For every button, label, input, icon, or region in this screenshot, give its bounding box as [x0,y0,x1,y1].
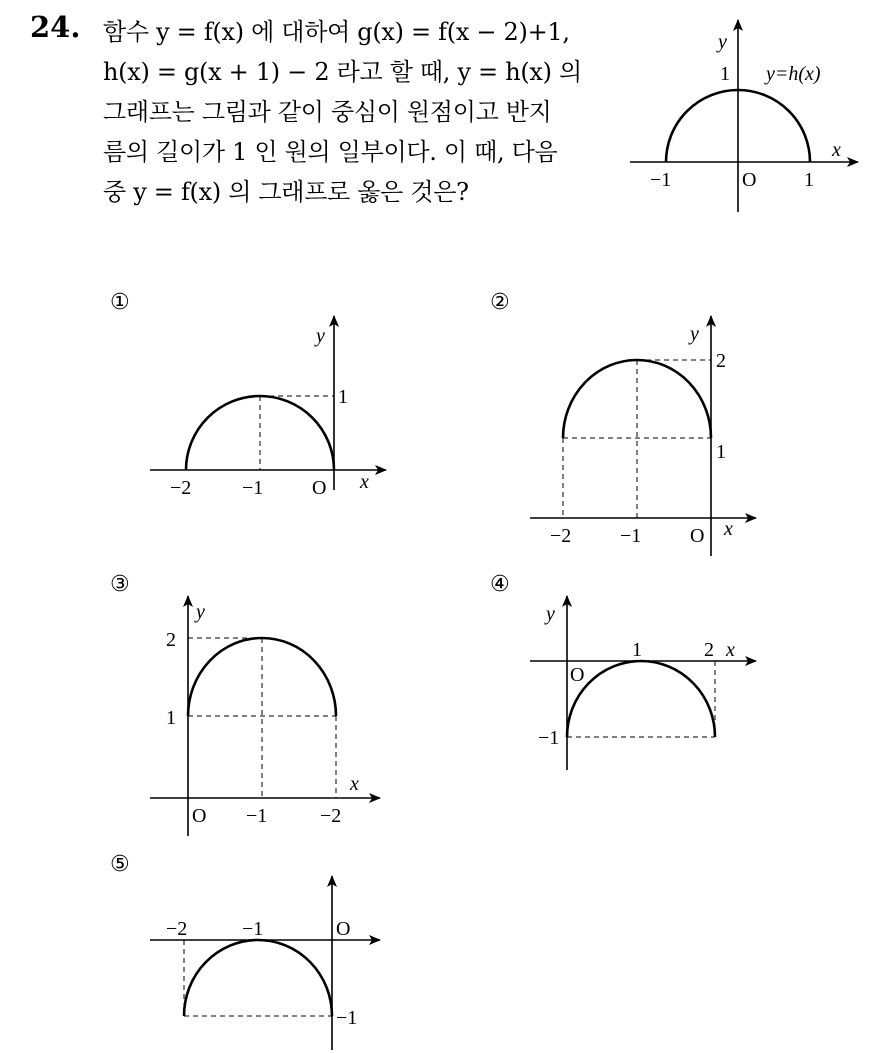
choice-2-x-label: x [724,518,733,540]
choice-4-y-label: y [546,603,555,625]
choice-4-x-label: x [726,639,735,661]
choice-3-x-label: x [350,773,359,795]
choice-5-semicircle [184,940,332,1016]
given-x-tick-neg1: −1 [650,169,672,191]
choice-4-tick-neg1: −1 [538,727,560,749]
choice-4-graph [530,596,756,770]
choice-5-tick-neg2: −2 [166,918,188,940]
choice-5-marker[interactable]: ⑤ [110,852,130,877]
choice-2-graph [530,316,756,556]
choice-4-origin: O [570,664,585,686]
choice-3-graph [150,596,380,836]
given-curve-label: y=h(x) [766,63,821,85]
given-y-tick-1: 1 [720,63,730,85]
given-graph [630,20,858,212]
choice-2-tick-2: 2 [716,350,726,372]
choice-4-semicircle [567,661,715,737]
choice-1-y-label: y [316,325,325,347]
given-y-label: y [718,31,727,53]
choice-3-tick-neg2: −2 [320,805,342,827]
question-line-5: 중 y = f(x) 의 그래프로 옳은 것은? [103,178,469,206]
choice-4-tick-1: 1 [632,639,642,661]
choice-3-marker[interactable]: ③ [110,572,130,597]
choice-2-origin: O [690,525,705,547]
choice-1-tick-1: 1 [338,386,348,408]
given-x-tick-1: 1 [804,169,814,191]
question-line-4: 름의 길이가 1 인 원의 일부이다. 이 때, 다음 [103,138,558,166]
choice-5-tick-y-neg1: −1 [336,1007,358,1029]
choice-5-tick-neg1: −1 [242,918,264,940]
choice-5-graph [150,876,380,1050]
choice-2-tick-neg2: −2 [550,525,572,547]
given-x-label: x [832,139,841,161]
given-origin: O [742,169,757,191]
choice-3-origin: O [192,805,207,827]
choice-1-graph [150,316,386,499]
choice-5-origin: O [336,918,351,940]
choice-3-tick-neg1: −1 [246,805,268,827]
question-line-2: h(x) = g(x + 1) − 2 라고 할 때, y = h(x) 의 [103,58,582,86]
choice-1-marker[interactable]: ① [110,290,130,315]
choice-4-marker[interactable]: ④ [490,572,510,597]
choice-2-y-label: y [690,323,699,345]
question-line-3: 그래프는 그림과 같이 중심이 원점이고 반지 [103,98,552,126]
choice-3-tick-2: 2 [166,629,176,651]
choice-1-origin: O [312,477,327,499]
choice-4-tick-2: 2 [704,639,714,661]
choice-1-tick-neg1: −1 [242,477,264,499]
choice-2-tick-1: 1 [716,441,726,463]
choice-1-tick-neg2: −2 [170,477,192,499]
choice-3-y-label: y [196,601,205,623]
choice-2-tick-neg1: −1 [620,525,642,547]
question-line-1: 함수 y = f(x) 에 대하여 g(x) = f(x − 2)+1, [103,18,570,46]
choice-2-marker[interactable]: ② [490,290,510,315]
choice-1-x-label: x [360,471,369,493]
question-number: 24. [30,10,81,44]
choice-3-tick-1: 1 [166,707,176,729]
